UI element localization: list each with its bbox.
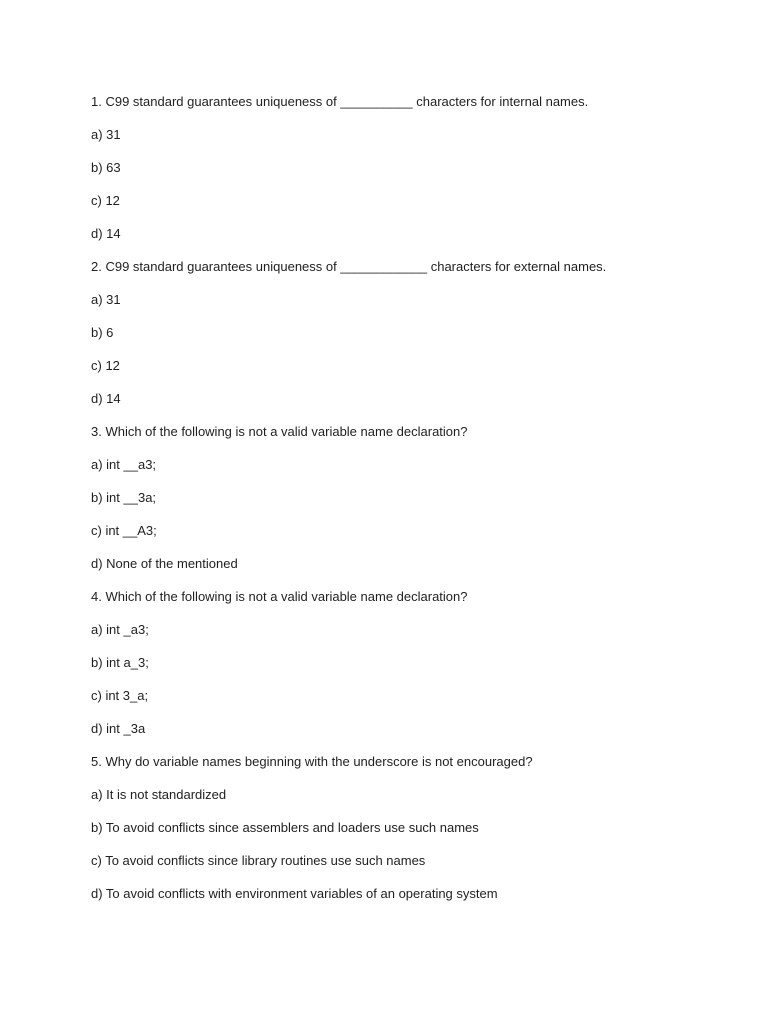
option-text: c) To avoid conflicts since library routines use such names xyxy=(91,853,426,868)
option-text: c) int __A3; xyxy=(91,523,157,538)
option-text: d) 14 xyxy=(91,391,121,406)
option-text: d) To avoid conflicts with environment variables of an operating system xyxy=(91,886,498,901)
quiz-content xyxy=(91,85,728,910)
option-text: d) int _3a xyxy=(91,721,146,736)
quiz-question-5 xyxy=(91,745,728,910)
quiz-question-4 xyxy=(91,580,728,745)
option-text: a) int _a3; xyxy=(91,622,149,637)
option-text: a) 31 xyxy=(91,292,121,307)
quiz-question-2 xyxy=(91,250,728,415)
option-text: b) 63 xyxy=(91,160,121,175)
option-text: c) 12 xyxy=(91,193,120,208)
question-text: 4. Which of the following is not a valid variable name declaration? xyxy=(91,589,468,604)
option-text: c) int 3_a; xyxy=(91,688,149,703)
option-text: d) None of the mentioned xyxy=(91,556,238,571)
quiz-question-1 xyxy=(91,85,728,250)
option-text: a) 31 xyxy=(91,127,121,142)
question-text: 1. C99 standard guarantees uniqueness of __________ characters for internal names. xyxy=(91,94,589,109)
option-text: a) int __a3; xyxy=(91,457,157,472)
option-text: b) To avoid conflicts since assemblers and loaders use such names xyxy=(91,820,479,835)
option-text: b) 6 xyxy=(91,325,114,340)
option-text: b) int __3a; xyxy=(91,490,157,505)
question-text: 3. Which of the following is not a valid variable name declaration? xyxy=(91,424,468,439)
option-text: c) 12 xyxy=(91,358,120,373)
option-text: a) It is not standardized xyxy=(91,787,227,802)
option-text: d) 14 xyxy=(91,226,121,241)
option-text: b) int a_3; xyxy=(91,655,149,670)
question-text: 5. Why do variable names beginning with the underscore is not encouraged? xyxy=(91,754,533,769)
question-text: 2. C99 standard guarantees uniqueness of ____________ characters for external names. xyxy=(91,259,607,274)
quiz-question-3 xyxy=(91,415,728,580)
